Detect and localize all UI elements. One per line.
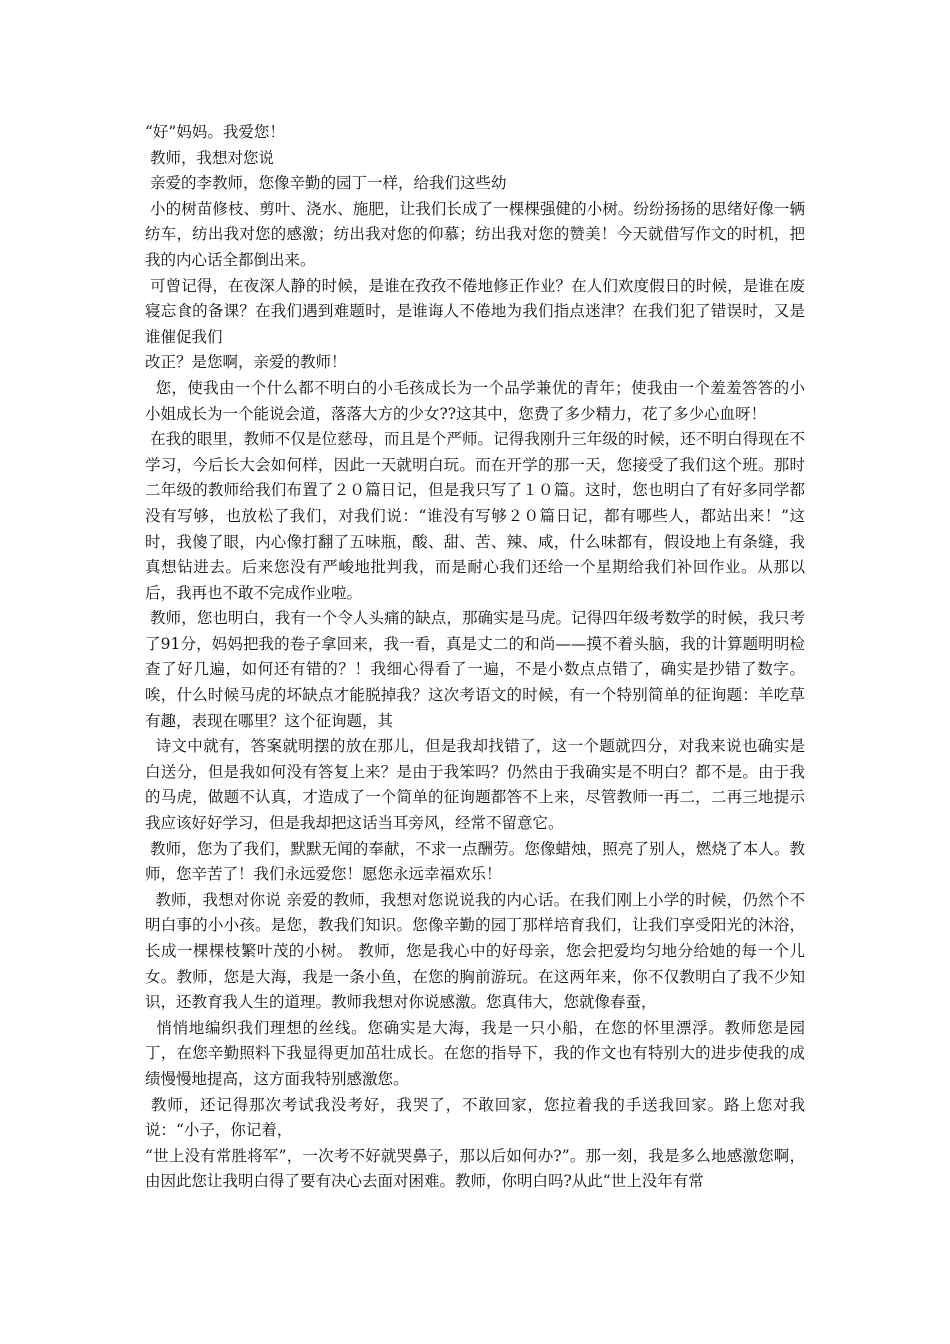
paragraph: 教师，我想对您说 bbox=[145, 148, 274, 167]
paragraph: 教师，我想对你说 亲爱的教师，我想对您说说我的内心话。在我们刚上小学的时候，仍然个不明白事的小小孩。是您，教我们知识。您像辛勤的园丁那样培育我们，让我们享受阳光的沐浴，长成一棵棵枝繁叶茂的小树。 教师，您是我心中的好母亲，您会把爱均匀地分给她的每一个儿女。教师，您是大海，我是一条小鱼，在您的胸前游玩。在这两年来，你不仅教明白了我不少知识，还教育我人生的道理。教师我想对你说感激。您真伟大，您就像春蚕， bbox=[145, 890, 805, 1012]
paragraph: 教师，还记得那次考试我没考好，我哭了，不敢回家，您拉着我的手送我回家。路上您对我说：“小子，你记着， bbox=[145, 1095, 805, 1140]
paragraph: 可曾记得，在夜深人静的时候，是谁在孜孜不倦地修正作业？在人们欢度假日的时候，是谁在废寝忘食的备课？在我们遇到难题时，是谁诲人不倦地为我们指点迷津？在我们犯了错误时，又是谁催促我们 bbox=[145, 276, 805, 346]
paragraph: 亲爱的李教师，您像辛勤的园丁一样，给我们这些幼 bbox=[145, 174, 507, 193]
document-body bbox=[145, 120, 805, 1195]
paragraph: “世上没有常胜将军”，一次考不好就哭鼻子，那以后如何办?”。那一刻，我是多么地感激您啊，由因此您让我明白得了要有决心去面对困难。教师，你明白吗?从此“世上没年有常 bbox=[145, 1146, 805, 1191]
paragraph: 诗文中就有，答案就明摆的放在那儿，但是我却找错了，这一个题就四分，对我来说也确实是白送分，但是我如何没有答复上来？是由于我笨吗？仍然由于我确实是不明白？都不是。由于我的马虎，做题不认真，才造成了一个简单的征询题都答不上来，尽管教师一再二，二再三地提示我应该好好学习，但是我却把这话当耳旁风，经常不留意它。 bbox=[145, 737, 805, 833]
paragraph: 您，使我由一个什么都不明白的小毛孩成长为一个品学兼优的青年；使我由一个羞羞答答的小小姐成长为一个能说会道，落落大方的少女??这其中，您费了多少精力，花了多少心血呀！ bbox=[145, 378, 805, 423]
paragraph: “好”妈妈。我爱您！ bbox=[145, 123, 285, 141]
paragraph: 教师，您为了我们，默默无闻的奉献，不求一点酬劳。您像蜡烛，照亮了别人，燃烧了本人。教师，您辛苦了！我们永远爱您！愿您永远幸福欢乐！ bbox=[145, 839, 805, 884]
paragraph: 小的树苗修枝、剪叶、浇水、施肥，让我们长成了一棵棵强健的小树。纷纷扬扬的思绪好像一辆纺车，纺出我对您的感激；纺出我对您的仰慕；纺出我对您的赞美！今天就借写作文的时机，把我的内心话全都倒出来。 bbox=[145, 199, 805, 269]
paragraph: 改正？是您啊，亲爱的教师！ bbox=[145, 353, 347, 372]
paragraph: 教师，您也明白，我有一个令人头痛的缺点，那确实是马虎。记得四年级考数学的时候，我只考了91分，妈妈把我的卷子拿回来，我一看，真是丈二的和尚——摸不着头脑，我的计算题明明检查了好几遍，如何还有错的？！我细心得看了一遍，不是小数点点错了，确实是抄错了数字。唉，什么时候马虎的坏缺点才能脱掉我？这次考语文的时候，有一个特别简单的征询题：羊吃草有趣，表现在哪里？这个征询题，其 bbox=[145, 609, 805, 730]
paragraph: 在我的眼里，教师不仅是位慈母，而且是个严师。记得我刚升三年级的时候，还不明白得现在不学习，今后长大会如何样，因此一天就明白玩。而在开学的那一天，您接受了我们这个班。那时二年级的教师给我们布置了２０篇日记，但是我只写了１０篇。这时，您也明白了有好多同学都没有写够，也放松了我们，对我们说：“谁没有写够２０篇日记，都有哪些人，都站出来！”这时，我傻了眼，内心像打翻了五味瓶，酸、甜、苦、辣、咸，什么味都有，假设地上有条缝，我真想钻进去。后来您没有严峻地批判我，而是耐心我们还给一个星期给我们补回作业。从那以后，我再也不敢不完成作业啦。 bbox=[145, 430, 805, 602]
paragraph: 悄悄地编织我们理想的丝线。您确实是大海，我是一只小船，在您的怀里漂浮。教师您是园丁，在您辛勤照料下我显得更加茁壮成长。在您的指导下，我的作文也有特别大的进步使我的成绩慢慢地提高，这方面我特别感激您。 bbox=[145, 1018, 805, 1088]
